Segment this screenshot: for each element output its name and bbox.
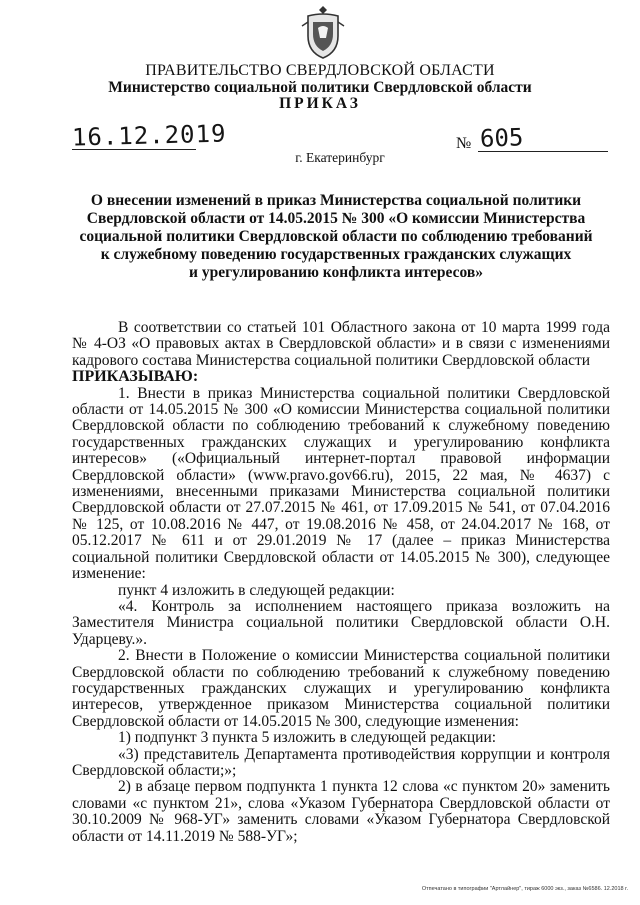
subject-line: к служебному поведению государственных гражданских служащих [100, 246, 572, 263]
print-note: Отпечатано в типографии "Артлайнер", тираж 6000 экз., заказ №6586. 12.2018 г. [421, 886, 628, 892]
handwritten-date: 16.12.2019 [71, 119, 227, 152]
subject-line: социальной политики Свердловской области по соблюдению требований [79, 228, 593, 245]
order-word: ПРИКАЗЫВАЮ: [72, 368, 199, 386]
handwritten-number: 605 [479, 123, 524, 153]
ministry-title: Министерство социальной политики Свердловской области [108, 79, 532, 96]
city-label: г. Екатеринбург [295, 150, 385, 165]
body-paragraph: пункт 4 изложить в следующей редакции: [118, 581, 395, 599]
body-paragraph: 1) подпункт 3 пункта 5 изложить в следующей редакции: [118, 729, 497, 747]
coat-of-arms-icon [300, 4, 346, 60]
subject-line: Свердловской области от 14.05.2015 № 300 «О комиссии Министерства [86, 210, 586, 227]
subject-line: и урегулированию конфликта интересов» [189, 264, 483, 281]
document-type: ПРИКАЗ [279, 95, 361, 112]
preamble-paragraph: В соответствии со статьей 101 Областного закона от 10 марта 1999 года № 4-ОЗ «О правовых актах в Свердловской области» и в связи с изменениями кадрового состава Министерства социальной политики Свердловской области [72, 319, 610, 369]
order-subject [72, 192, 600, 282]
body-paragraph: «3) представитель Департамента противодействия коррупции и контроля Свердловской области;»; [72, 745, 610, 779]
body-paragraph: 1. Внести в приказ Министерства социальной политики Свердловской области от 14.05.2015 № 300 «О комиссии Министерства социальной политики Свердловской области по соблюдению требований к служебному поведению государственных гражданских служащих и урегулированию конфликта интересов» («Официальный интернет-портал правовой информации Свердловской области» (www.pravo.gov66.ru), 2015, 22 мая, № 4637) с изменениями, внесенными приказами Министерства социальной политики Свердловской области от 27.07.2015 № 461, от 17.09.2015 № 541, от 07.04.2016 № 125, от 10.08.2016 № 447, от 19.08.2016 № 458, от 24.04.2017 № 168, от 05.12.2017 № 611 и от 29.01.2019 № 17 (далее – приказ Министерства социальной политики Свердловской области от 14.05.2015 № 300), следующее изменение: [72, 384, 610, 583]
body-paragraph: 2) в абзаце первом подпункта 1 пункта 12 слова «с пунктом 20» заменить словами «с пунктом 21», слова «Указом Губернатора Свердловской области от 30.10.2009 № 968-УГ» заменить словами «Указом Губернатора Свердловской области от 14.11.2019 № 588-УГ»; [72, 778, 610, 845]
number-sign: № [456, 135, 472, 152]
body-paragraph: «4. Контроль за исполнением настоящего приказа возложить на Заместителя Министра социальной политики Свердловской области О.Н. Ударцеву.». [72, 597, 610, 648]
order-body [72, 320, 610, 845]
body-paragraph: 2. Внести в Положение о комиссии Министерства социальной политики Свердловской области по соблюдению требований к служебному поведению государственных гражданских служащих и урегулированию конфликта интересов, утвержденное приказом Министерства социальной политики Свердловской области от 14.05.2015 № 300, следующие изменения: [72, 647, 610, 730]
subject-line: О внесении изменений в приказ Министерства социальной политики [90, 192, 582, 209]
government-title: ПРАВИТЕЛЬСТВО СВЕРДЛОВСКОЙ ОБЛАСТИ [145, 62, 495, 79]
